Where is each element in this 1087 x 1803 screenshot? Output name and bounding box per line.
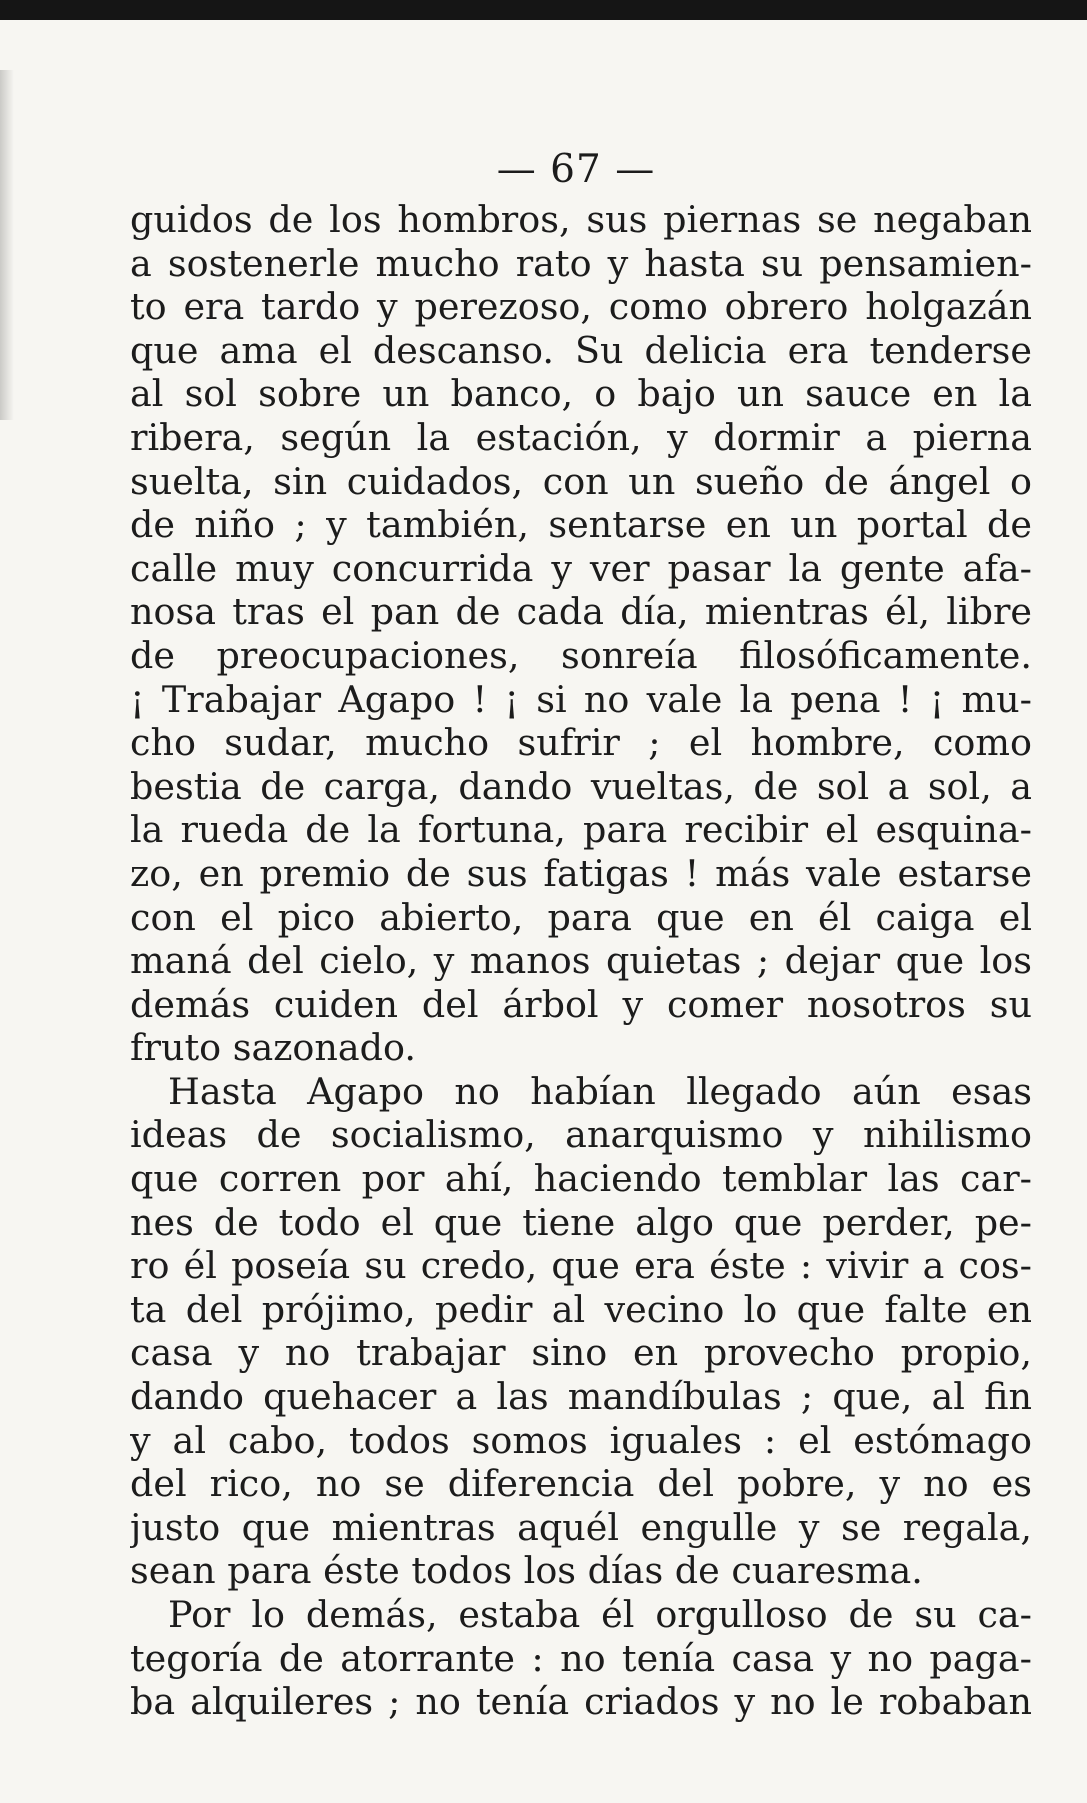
text-line: casa y no trabajar sino en provecho propio, bbox=[130, 1331, 1032, 1375]
text-line: zo, en premio de sus fatigas ! más vale estarse bbox=[130, 851, 1032, 895]
scan-left-edge-shadow bbox=[0, 70, 14, 420]
text-line: bestia de carga, dando vueltas, de sol a sol, a bbox=[130, 764, 1032, 808]
text-line: que corren por ahí, haciendo temblar las car- bbox=[130, 1157, 1032, 1201]
scan-top-border bbox=[0, 0, 1087, 20]
text-line: suelta, sin cuidados, con un sueño de ángel o bbox=[130, 459, 1032, 503]
text-line: con el pico abierto, para que en él caiga el bbox=[130, 895, 1032, 939]
text-line: cho sudar, mucho sufrir ; el hombre, como bbox=[130, 721, 1032, 765]
text-line: ro él poseía su credo, que era éste : vivir a cos- bbox=[130, 1244, 1032, 1288]
text-line: nosa tras el pan de cada día, mientras él, libre bbox=[130, 590, 1032, 634]
text-line: demás cuiden del árbol y comer nosotros su bbox=[130, 982, 1032, 1026]
text-line: Hasta Agapo no habían llegado aún esas bbox=[168, 1069, 1032, 1113]
text-line: dando quehacer a las mandíbulas ; que, al fin bbox=[130, 1375, 1032, 1419]
text-line: nes de todo el que tiene algo que perder, pe- bbox=[130, 1200, 1032, 1244]
text-line: sean para éste todos los días de cuaresma. bbox=[130, 1549, 923, 1593]
text-line: de niño ; y también, sentarse en un portal de bbox=[130, 503, 1032, 547]
text-line: ribera, según la estación, y dormir a pierna bbox=[130, 415, 1032, 459]
text-line: ta del prójimo, pedir al vecino lo que falte en bbox=[130, 1287, 1032, 1331]
text-line: guidos de los hombros, sus piernas se negaban bbox=[130, 198, 1032, 241]
text-line: ¡ Trabajar Agapo ! ¡ si no vale la pena ! ¡ mu- bbox=[130, 677, 1032, 721]
text-line: al sol sobre un banco, o bajo un sauce en la bbox=[130, 372, 1032, 416]
text-line: justo que mientras aquél engulle y se regala, bbox=[130, 1505, 1032, 1549]
text-line: calle muy concurrida y ver pasar la gente afa- bbox=[130, 546, 1032, 590]
text-line: de preocupaciones, sonreía filosóficamente. bbox=[130, 633, 1032, 677]
text-line: Por lo demás, estaba él orgulloso de su ca- bbox=[168, 1593, 1032, 1636]
book-page bbox=[130, 146, 1032, 1724]
text-line: y al cabo, todos somos iguales : el estómago bbox=[130, 1418, 1032, 1462]
text-line: to era tardo y perezoso, como obrero holgazán bbox=[130, 285, 1032, 329]
text-line: del rico, no se diferencia del pobre, y no es bbox=[130, 1462, 1032, 1506]
text-line: tegoría de atorrante : no tenía casa y no paga- bbox=[130, 1636, 1032, 1680]
text-line: ba alquileres ; no tenía criados y no le robaban bbox=[130, 1680, 1032, 1724]
page-number: — 67 — bbox=[496, 147, 656, 192]
text-line: a sostenerle mucho rato y hasta su pensamien- bbox=[130, 241, 1032, 285]
text-line: que ama el descanso. Su delicia era tenderse bbox=[130, 328, 1032, 372]
body-text bbox=[130, 198, 1032, 1724]
text-line: la rueda de la fortuna, para recibir el esquina- bbox=[130, 808, 1032, 852]
text-line: ideas de socialismo, anarquismo y nihilismo bbox=[130, 1113, 1032, 1157]
text-line: fruto sazonado. bbox=[130, 1026, 416, 1070]
text-line: maná del cielo, y manos quietas ; dejar que los bbox=[130, 939, 1032, 983]
